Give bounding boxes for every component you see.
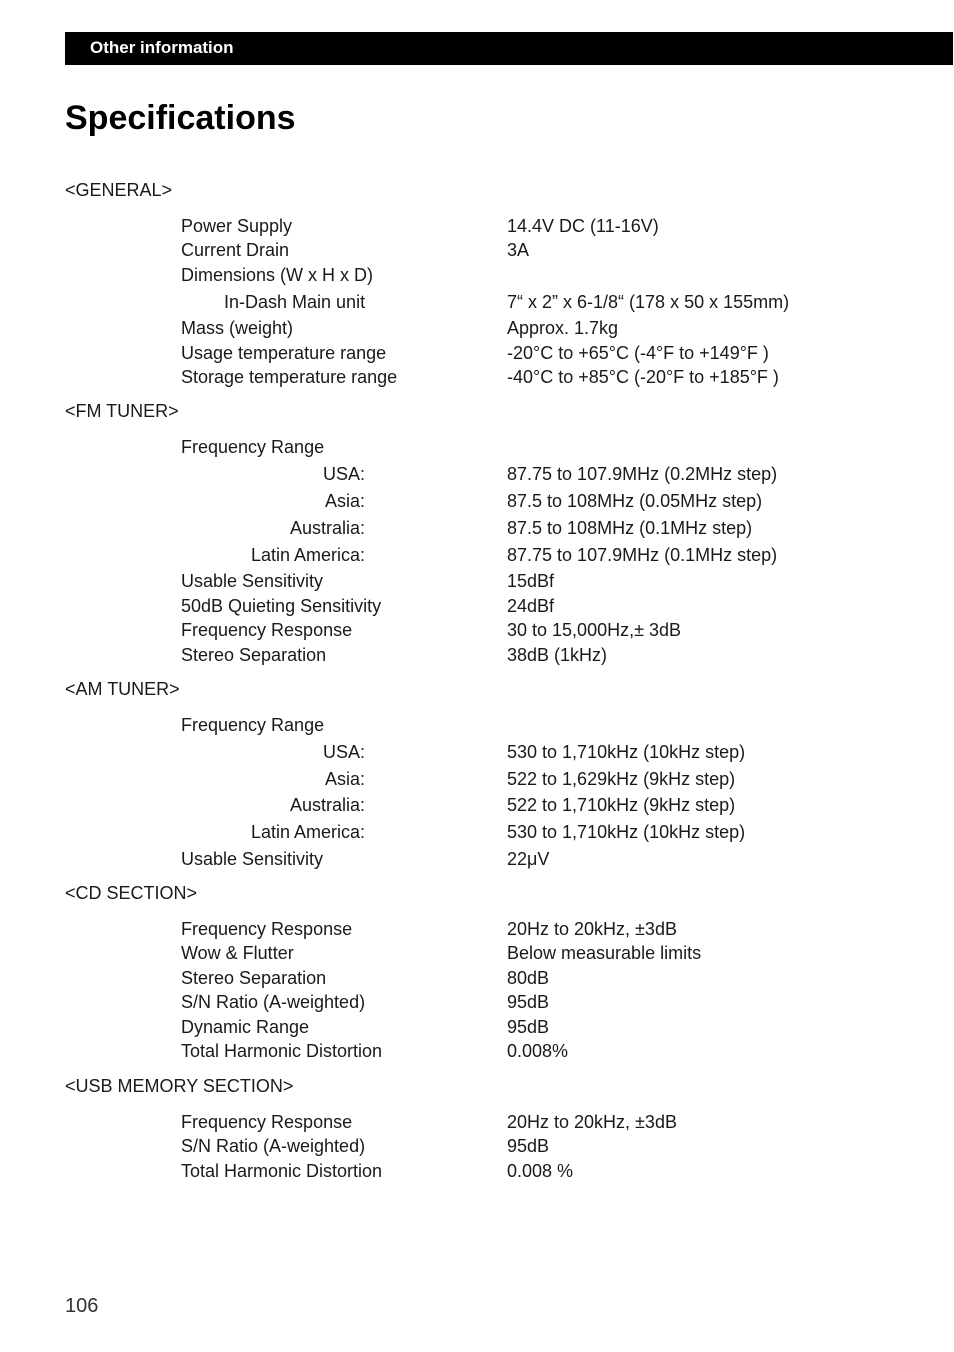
spec-label: Current Drain bbox=[181, 240, 290, 260]
section-heading: <FM TUNER> bbox=[65, 401, 179, 421]
spec-label: S/N Ratio (A-weighted) bbox=[181, 992, 366, 1012]
spec-label: Stereo Separation bbox=[181, 968, 327, 988]
spec-sublabel: Australia: bbox=[289, 795, 365, 815]
page-title: Specifications bbox=[65, 99, 296, 137]
spec-sublabel: Asia: bbox=[324, 491, 365, 511]
spec-value: 15dBf bbox=[507, 571, 555, 591]
spec-label: Wow & Flutter bbox=[181, 943, 294, 963]
spec-label: S/N Ratio (A-weighted) bbox=[181, 1136, 366, 1156]
spec-label: Frequency Range bbox=[181, 437, 325, 457]
spec-label: Storage temperature range bbox=[181, 367, 398, 387]
spec-label: Frequency Response bbox=[181, 1112, 353, 1132]
spec-label: Mass (weight) bbox=[181, 318, 294, 338]
spec-value: 530 to 1,710kHz (10kHz step) bbox=[507, 742, 746, 762]
spec-sublabel: In-Dash Main unit bbox=[224, 292, 366, 312]
spec-sublabel: USA: bbox=[322, 464, 365, 484]
spec-label: Usage temperature range bbox=[181, 343, 387, 363]
spec-label: Frequency Response bbox=[181, 620, 353, 640]
spec-value: 530 to 1,710kHz (10kHz step) bbox=[507, 822, 746, 842]
spec-value: 95dB bbox=[507, 992, 550, 1012]
spec-value: 0.008 % bbox=[507, 1161, 574, 1181]
spec-label: Power Supply bbox=[181, 216, 293, 236]
spec-value: 80dB bbox=[507, 968, 550, 988]
section-header-label: Other information bbox=[90, 38, 234, 57]
spec-value: 87.75 to 107.9MHz (0.1MHz step) bbox=[507, 545, 778, 565]
spec-value: 95dB bbox=[507, 1136, 550, 1156]
spec-value: -40°C to +85°C (-20°F to +185°F ) bbox=[507, 367, 779, 387]
spec-value: -20°C to +65°C (-4°F to +149°F ) bbox=[507, 343, 769, 363]
spec-value: 38dB (1kHz) bbox=[507, 645, 608, 665]
spec-value: 522 to 1,629kHz (9kHz step) bbox=[507, 769, 736, 789]
section-heading: <CD SECTION> bbox=[65, 883, 198, 903]
page-number: 106 bbox=[65, 1295, 99, 1317]
spec-label: Total Harmonic Distortion bbox=[181, 1161, 383, 1181]
spec-label: Frequency Response bbox=[181, 919, 353, 939]
section-heading: <AM TUNER> bbox=[65, 679, 180, 699]
spec-value: 20Hz to 20kHz, ±3dB bbox=[507, 919, 677, 939]
spec-sublabel: USA: bbox=[322, 742, 365, 762]
section-heading: <GENERAL> bbox=[65, 180, 173, 200]
spec-label: Dimensions (W x H x D) bbox=[181, 265, 374, 285]
spec-value: 22μV bbox=[507, 849, 550, 869]
section-header-bar bbox=[65, 32, 953, 65]
spec-value: 0.008% bbox=[507, 1041, 569, 1061]
spec-value: 14.4V DC (11-16V) bbox=[507, 216, 659, 236]
spec-label: Usable Sensitivity bbox=[181, 849, 324, 869]
spec-sublabel: Latin America: bbox=[250, 822, 365, 842]
spec-label: Frequency Range bbox=[181, 715, 325, 735]
spec-value: 30 to 15,000Hz,± 3dB bbox=[507, 620, 681, 640]
spec-label: Total Harmonic Distortion bbox=[181, 1041, 383, 1061]
spec-sublabel: Latin America: bbox=[250, 545, 365, 565]
spec-sublabel: Australia: bbox=[289, 518, 365, 538]
section-heading: <USB MEMORY SECTION> bbox=[65, 1076, 294, 1096]
spec-value: 24dBf bbox=[507, 596, 555, 616]
spec-value: 522 to 1,710kHz (9kHz step) bbox=[507, 795, 736, 815]
spec-label: Dynamic Range bbox=[181, 1017, 310, 1037]
spec-value: 87.5 to 108MHz (0.05MHz step) bbox=[507, 491, 763, 511]
spec-value: 3A bbox=[507, 240, 530, 260]
spec-value: 87.5 to 108MHz (0.1MHz step) bbox=[507, 518, 753, 538]
spec-value: 95dB bbox=[507, 1017, 550, 1037]
spec-value: 20Hz to 20kHz, ±3dB bbox=[507, 1112, 677, 1132]
spec-value: Below measurable limits bbox=[507, 943, 702, 963]
spec-label: Stereo Separation bbox=[181, 645, 327, 665]
spec-value: 87.75 to 107.9MHz (0.2MHz step) bbox=[507, 464, 778, 484]
spec-sublabel: Asia: bbox=[324, 769, 365, 789]
spec-label: Usable Sensitivity bbox=[181, 571, 324, 591]
spec-value: Approx. 1.7kg bbox=[507, 318, 619, 338]
spec-label: 50dB Quieting Sensitivity bbox=[181, 596, 382, 616]
spec-value: 7“ x 2” x 6-1/8“ (178 x 50 x 155mm) bbox=[507, 292, 790, 312]
